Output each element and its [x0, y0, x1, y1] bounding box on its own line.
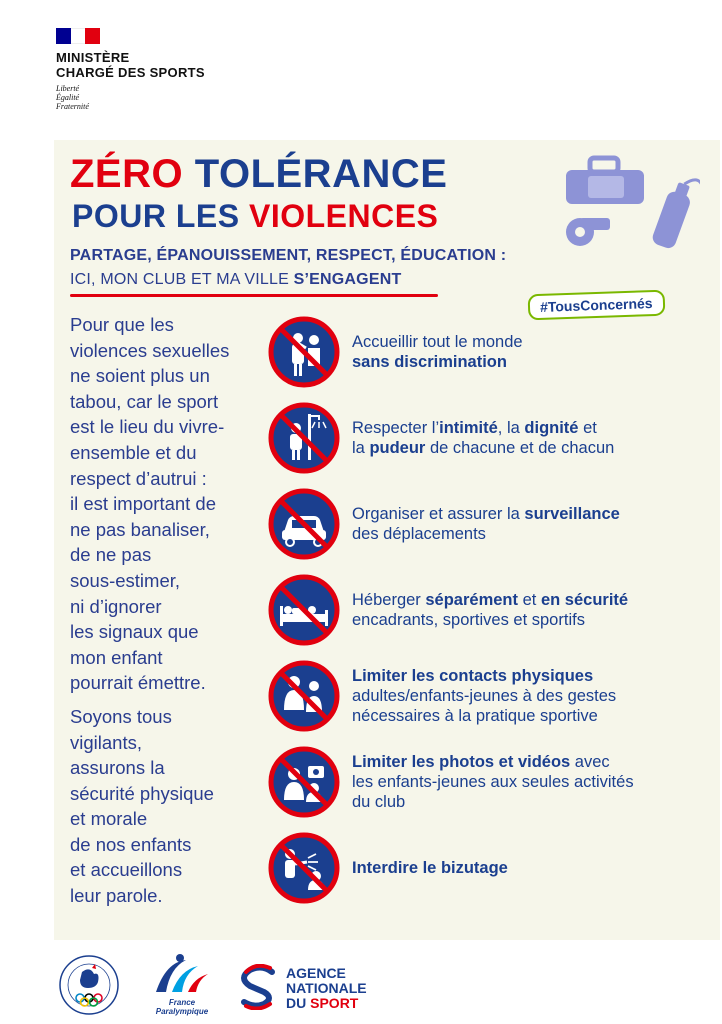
physical-contact-prohibited-icon [268, 660, 340, 732]
fp-label-line-1: France [168, 998, 196, 1007]
ministry-name [56, 50, 205, 80]
red-brush-underline [70, 294, 438, 297]
rule-text-segment: la [352, 439, 370, 457]
rule-text-bold: pudeur [369, 439, 426, 457]
rule-item [268, 402, 708, 488]
rule-text-segment: du club [352, 793, 406, 811]
rule-text-segment: avec [570, 753, 610, 771]
rule-text-line [352, 610, 628, 630]
rule-item [268, 746, 708, 832]
rule-text-bold: dignité [524, 419, 579, 437]
rule-text-segment: et [518, 591, 541, 609]
rule-text-line [352, 686, 616, 706]
subtitle-engagement-text: ICI, MON CLUB ET MA VILLE [70, 271, 294, 288]
partner-logos [0, 950, 722, 1020]
rule-text-line [352, 352, 523, 372]
ans-logo-mark [236, 964, 280, 1010]
rule-item [268, 832, 708, 918]
rule-text [352, 746, 634, 818]
rule-text-bold: en sécurité [540, 591, 629, 609]
ministry-header [56, 28, 205, 111]
hazing-prohibited-icon [268, 832, 340, 904]
title-tolerance: TOLÉRANCE [183, 152, 448, 196]
hashtag-badge: #TousConcernés [528, 290, 665, 321]
rule-text-segment: les enfants-jeunes aux seules activités [352, 773, 634, 791]
rule-text-segment: adultes/enfants-jeunes à des gestes [352, 687, 617, 705]
poster-panel [54, 140, 720, 940]
ans-line-3 [286, 996, 367, 1011]
rule-text [352, 574, 628, 646]
rule-text-bold: sans discrimination [352, 353, 507, 371]
rule-text-segment: et [578, 419, 597, 437]
rule-text-line [352, 792, 634, 812]
ans-line-1: AGENCE [286, 965, 346, 981]
cnosf-logo [56, 954, 122, 1016]
rule-text-segment: nécessaires à la pratique sportive [352, 707, 598, 725]
sports-bag-icon [566, 158, 644, 204]
rule-item [268, 488, 708, 574]
rule-text-line [352, 590, 628, 610]
title-violences: VIOLENCES [248, 198, 439, 234]
rule-text [352, 832, 508, 904]
sport-equipment-illustration [560, 148, 700, 252]
water-bottle-icon [650, 172, 700, 252]
intro-paragraph-1: Pour que les violences sexuelles ne soient plus un tabou, car le sport est le lieu du vivre- ensemble et du respect d’autrui : il est important de ne pas banaliser, de ne pas sous-estimer, ni d’ignorer les signaux que mon enfant pourrait émettre. [70, 314, 230, 694]
rule-text-line [352, 418, 614, 438]
rule-text-line [352, 438, 614, 458]
motto-liberte: Liberté [56, 84, 80, 93]
france-paralympique-label [152, 998, 212, 1016]
rule-text-segment: Respecter l’ [352, 419, 440, 437]
rule-text-line [352, 858, 508, 878]
rule-item [268, 574, 708, 660]
rule-text [352, 402, 614, 474]
fp-label-line-2: Paralympique [155, 1007, 209, 1016]
rule-text-bold: Limiter les photos et vidéos [352, 753, 571, 771]
rule-text-line [352, 332, 523, 352]
rule-text-segment: , la [497, 419, 525, 437]
rule-text-bold: intimité [439, 419, 498, 437]
rule-text-line [352, 752, 634, 772]
rule-text [352, 660, 616, 732]
intro-text [70, 312, 262, 909]
rule-text-segment: Organiser et assurer la [352, 505, 525, 523]
rule-text-segment: des déplacements [352, 525, 486, 543]
ans-logo-text [286, 966, 367, 1011]
rule-text-line [352, 706, 616, 726]
rule-text-bold: séparément [425, 591, 519, 609]
subtitle-engagement-bold: S’ENGAGENT [293, 271, 402, 288]
france-paralympique-logo [146, 952, 216, 1000]
rule-text-bold: Limiter les contacts physiques [352, 667, 594, 685]
whistle-icon [566, 218, 610, 246]
rule-text-line [352, 666, 616, 686]
rule-text-segment: de chacune et de chacun [425, 439, 615, 457]
poster-title-line-1 [70, 152, 447, 196]
title-pour-les: POUR LES [72, 198, 249, 234]
rule-item [268, 660, 708, 746]
rule-text-segment: encadrants, sportives et sportifs [352, 611, 585, 629]
rule-text-bold: Interdire le bizutage [352, 859, 508, 877]
rule-text-segment: Accueillir tout le monde [352, 333, 523, 351]
ans-line-2: NATIONALE [286, 980, 367, 996]
rule-text-bold: surveillance [524, 505, 620, 523]
ministry-line-2: CHARGÉ DES SPORTS [56, 65, 205, 80]
car-transport-prohibited-icon [268, 488, 340, 560]
intro-paragraph-2: Soyons tous vigilants, assurons la sécurité physique et morale de nos enfants et accueillons leur parole. [70, 705, 214, 907]
photo-video-prohibited-icon [268, 746, 340, 818]
rule-text-segment: Héberger [352, 591, 426, 609]
republic-motto [56, 84, 205, 111]
rule-text-line [352, 524, 620, 544]
ministry-line-1: MINISTÈRE [56, 50, 130, 65]
subtitle-engagement [70, 271, 401, 289]
rule-text-line [352, 772, 634, 792]
discrimination-prohibited-icon [268, 316, 340, 388]
ans-line-3-sport: SPORT [310, 995, 359, 1011]
subtitle-values: PARTAGE, ÉPANOUISSEMENT, RESPECT, ÉDUCATION : [70, 247, 507, 264]
rule-text [352, 488, 620, 560]
rule-text-line [352, 504, 620, 524]
motto-egalite: Égalité [56, 93, 80, 102]
ans-line-3-prefix: DU [286, 995, 311, 1011]
motto-fraternite: Fraternité [56, 102, 89, 111]
title-zero: ZÉRO [70, 152, 184, 196]
french-flag-icon [56, 28, 100, 44]
rule-text [352, 316, 523, 388]
poster-title-line-2 [72, 198, 438, 234]
rules-list [268, 316, 708, 918]
rule-item [268, 316, 708, 402]
shower-privacy-prohibited-icon [268, 402, 340, 474]
bed-sharing-prohibited-icon [268, 574, 340, 646]
